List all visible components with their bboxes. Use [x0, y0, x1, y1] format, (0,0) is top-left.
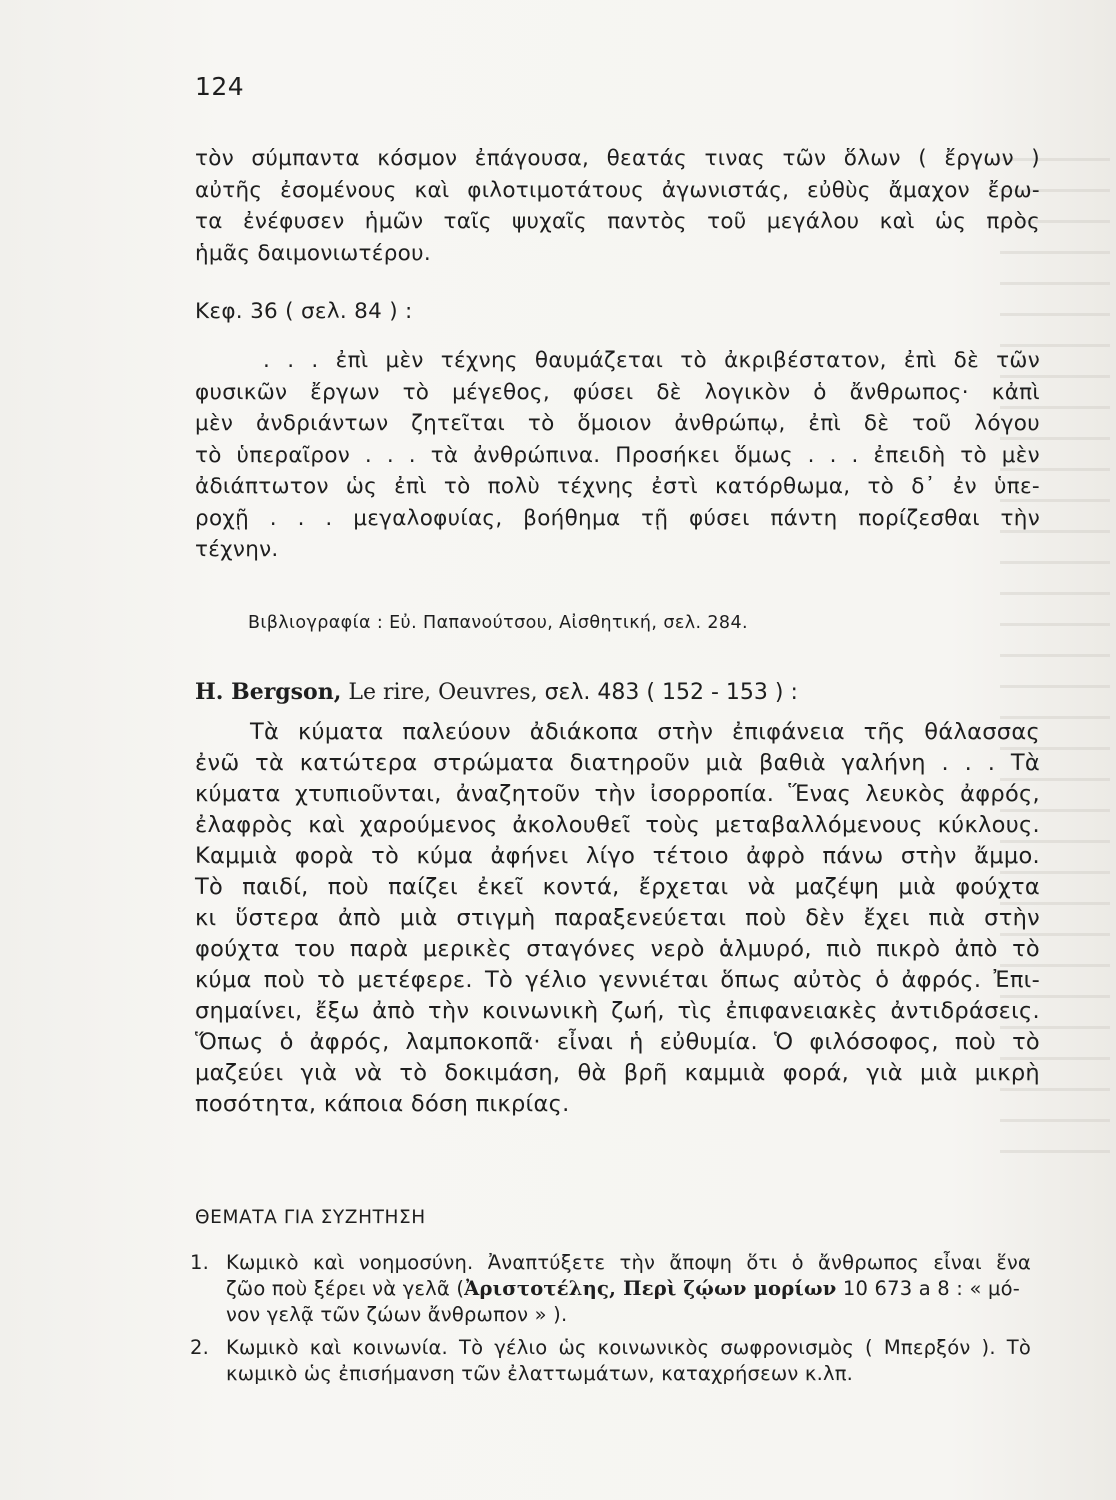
topic-item — [190, 1335, 1031, 1387]
topic-text: νον γελᾷ τῶν ζώων ἄνθρωπον » ). — [226, 1303, 568, 1326]
chapter-reference-block — [195, 296, 1040, 328]
bibliography: Βιβλιογραφία : Εὐ. Παπανούτσου, Αἰσθητική, σελ. 284. — [248, 613, 748, 633]
quote-paragraph — [195, 345, 1040, 566]
topic-number: 1. — [190, 1251, 210, 1274]
text-line: Καμμιὰ φορὰ τὸ κύμα ἀφήνει λίγο τέτοιο ἀφρὸ πάνω στὴν ἄμμο. — [195, 843, 1040, 869]
text-line: φούχτα του παρὰ μερικὲς σταγόνες νερὸ ἁλμυρό, πιὸ πικρὸ ἀπὸ τὸ — [195, 936, 1040, 962]
text-line: Τὰ κύματα παλεύουν ἀδιάκοπα στὴν ἐπιφάνεια τῆς θάλασσας — [250, 719, 1040, 745]
intro-paragraph — [195, 143, 1040, 269]
text-line: τὸ ὑπεραῖρον . . . τὰ ἀνθρώπινα. Προσήκει ὅμως . . . ἐπειδὴ τὸ μὲν — [195, 442, 1040, 468]
text-line: φυσικῶν ἔργων τὸ μέγεθος, φύσει δὲ λογικὸν ὁ ἄνθρωπος· κἀπὶ — [195, 379, 1040, 405]
heading-ref: σελ. 483 ( 152 - 153 ) : — [544, 680, 798, 705]
text-line: ἀδιάπτωτον ὡς ἐπὶ τὸ πολὺ τέχνης ἐστὶ κατόρθωμα, τὸ δ᾽ ἐν ὑπε- — [195, 474, 1040, 499]
text-line: τα ἐνέφυσεν ἡμῶν ταῖς ψυχαῖς παντὸς τοῦ μεγάλου καὶ ὡς πρὸς — [195, 209, 1040, 234]
topic-text: ζῶο ποὺ ξέρει νὰ γελᾶ ( — [226, 1277, 465, 1300]
heading-author: H. Bergson, — [195, 679, 342, 705]
text-line: ἐνῶ τὰ κατώτερα στρώματα διατηροῦν μιὰ βαθιὰ γαλήνη . . . Τὰ — [195, 750, 1040, 776]
text-line: τὸν σύμπαντα κόσμον ἐπάγουσα, θεατάς τινας τῶν ὅλων ( ἔργων ) — [195, 146, 1040, 171]
text-line: ἡμᾶς δαιμονιωτέρου. — [195, 240, 431, 266]
discussion-topics — [190, 1250, 1031, 1387]
topic-text: Κωμικὸ καὶ κοινωνία. Τὸ γέλιο ὡς κοινωνικὸς σωφρονισμὸς ( Μπερξόν ). Τὸ — [226, 1336, 1031, 1359]
text-line: Ὅπως ὁ ἀφρός, λαμποκοπᾶ· εἶναι ἡ εὐθυμία. Ὁ φιλόσοφος, ποὺ τὸ — [195, 1029, 1040, 1055]
bergson-heading-block — [195, 675, 1040, 709]
topic-item — [190, 1250, 1031, 1328]
topic-text: κωμικὸ ὡς ἐπισήμανση τῶν ἐλαττωμάτων, καταχρήσεων κ.λπ. — [226, 1362, 854, 1385]
topic-text: 10 673 a 8 : « μό- — [836, 1277, 1020, 1300]
text-line: ἐλαφρὸς καὶ χαρούμενος ἀκολουθεῖ τοὺς μεταβαλλόμενους κύκλους. — [195, 812, 1040, 838]
text-line: ποσότητα, κάποια δόση πικρίας. — [195, 1091, 570, 1117]
topic-citation: Ἀριστοτέλης, Περὶ ζῴων μορίων — [464, 1277, 837, 1300]
bergson-passage — [195, 717, 1040, 1120]
text-line: κύμα ποὺ τὸ μετέφερε. Τὸ γέλιο γεννιέται ὅπως αὐτὸς ὁ ἀφρός. Ἐπι- — [195, 967, 1040, 993]
topic-text: Κωμικὸ καὶ νοημοσύνη. Ἀναπτύξετε τὴν ἄποψη ὅτι ὁ ἄνθρωπος εἶναι ἕνα — [226, 1251, 1031, 1274]
discussion-title-block — [195, 1202, 1040, 1234]
text-line: Τὸ παιδί, ποὺ παίζει ἐκεῖ κοντά, ἔρχεται νὰ μαζέψη μιὰ φούχτα — [195, 874, 1040, 900]
text-line: μαζεύει γιὰ νὰ τὸ δοκιμάση, θὰ βρῆ καμμιὰ φορά, γιὰ μιὰ μικρὴ — [195, 1060, 1040, 1086]
bibliography-block — [248, 608, 948, 640]
topic-number: 2. — [190, 1336, 210, 1359]
text-line: αὐτῆς ἐσομένους καὶ φιλοτιμοτάτους ἀγωνιστάς, εὐθὺς ἄμαχον ἔρω- — [195, 177, 1040, 203]
text-line: κύματα χτυπιοῦνται, ἀναζητοῦν τὴν ἰσορροπία. Ἕνας λευκὸς ἀφρός, — [195, 781, 1040, 807]
bergson-heading — [195, 675, 1040, 709]
discussion-title: ΘΕΜΑΤΑ ΓΙΑ ΣΥΖΗΤΗΣΗ — [195, 1207, 426, 1228]
chapter-reference: Κεφ. 36 ( σελ. 84 ) : — [195, 299, 413, 324]
text-line: . . . ἐπὶ μὲν τέχνης θαυμάζεται τὸ ἀκριβέστατον, ἐπὶ δὲ τῶν — [263, 348, 1040, 373]
text-line: ροχῇ . . . μεγαλοφυίας, βοήθημα τῇ φύσει πάντη πορίζεσθαι τὴν — [195, 505, 1040, 531]
text-line: τέχνην. — [195, 537, 279, 562]
text-line: σημαίνει, ἔξω ἀπὸ τὴν κοινωνικὴ ζωή, τὶς ἐπιφανειακὲς ἀντιδράσεις. — [195, 998, 1040, 1024]
text-line: κι ὕστερα ἀπὸ μιὰ στιγμὴ παραξενεύεται ποὺ δὲν ἔχει πιὰ στὴν — [195, 905, 1040, 931]
text-line: μὲν ἀνδριάντων ζητεῖται τὸ ὅμοιον ἀνθρώπῳ, ἐπὶ δὲ τοῦ λόγου — [195, 411, 1040, 436]
page-number: 124 — [195, 72, 245, 101]
heading-work: Le rire, Oeuvres, — [348, 680, 538, 705]
